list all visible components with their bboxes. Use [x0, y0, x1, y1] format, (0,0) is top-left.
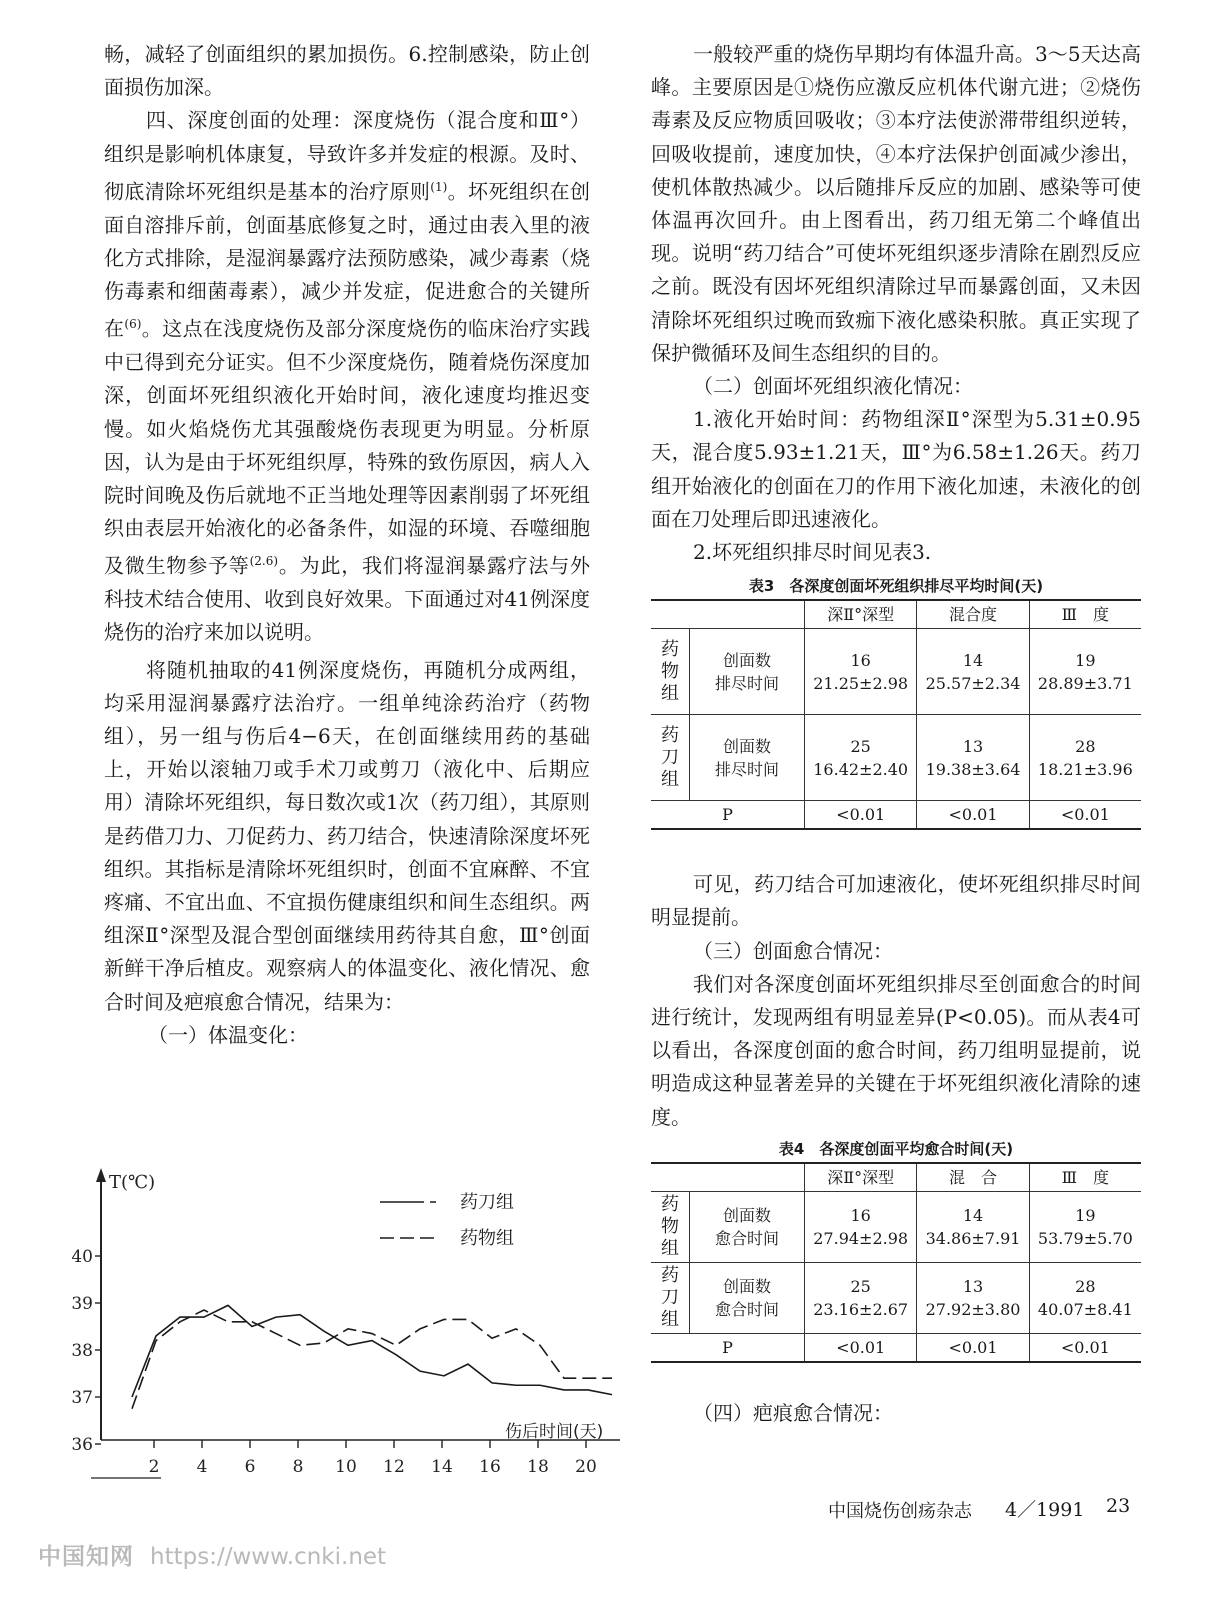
x-tick-label: 4: [196, 1457, 208, 1477]
row-label: [690, 1262, 805, 1333]
table-p-row: [651, 801, 1141, 830]
group-label-drug: [651, 1191, 690, 1262]
column-header: 混合度: [917, 600, 1029, 629]
table-header-row: [651, 1163, 1141, 1192]
table4: [651, 1162, 1141, 1363]
section-heading: （一）体温变化：: [148, 1022, 308, 1047]
group-char: 组: [661, 682, 679, 704]
row-label-count: 创面数: [722, 736, 771, 756]
cell-count: 19: [1075, 650, 1096, 670]
group-char: 刀: [661, 1286, 679, 1308]
cell-time: 18.21±3.96: [1037, 759, 1133, 779]
row-label-count: 创面数: [722, 1276, 771, 1296]
cell-time: 21.25±2.98: [813, 673, 909, 693]
page-number: 23: [1106, 1495, 1131, 1517]
section-heading: （三）创面愈合情况：: [693, 938, 893, 963]
cell-count: 14: [962, 1205, 984, 1225]
legend-label: 药物组: [460, 1228, 514, 1249]
journal-name: 中国烧伤创疡杂志: [828, 1501, 972, 1522]
group-label-drug-knife: [651, 1262, 690, 1333]
paragraph: 一般较严重的烧伤早期均有体温升高。3～5天达高峰。主要原因是①烧伤应激反应机体代谢亢进；②烧伤毒素及反应物质回吸收；③本疗法使淤滞带组织逆转，回吸收提前，速度加快，④本疗法保护创面减少渗出，使机体散热减少。以后随排斥反应的加剧、感染等可使体温再次回升。由上图看出，药刀组无第二个峰值出现。说明“药刀结合”可使坏死组织逐步清除在剧烈反应之前。既没有因坏死组织清除过早而暴露创面，又未因清除坏死组织过晚而致痂下液化感染积脓。真正实现了保护微循环及间生态组织的目的。: [651, 42, 1141, 365]
cell-count: 13: [962, 1276, 984, 1296]
chart-axes: [91, 1168, 620, 1478]
legend-label: 药刀组: [460, 1192, 514, 1213]
text-run: 。坏死组织在创面自溶排斥前，创面基底修复之时，通过由表入里的液化方式排除，是湿润暴露疗法预防感染，减少毒素（烧伤毒素和细菌毒素），减少并发症，促进愈合的关键所在: [104, 179, 591, 341]
table-cell: [1029, 1191, 1141, 1262]
cell-count: 28: [1075, 736, 1096, 756]
paragraph: 将随机抽取的41例深度烧伤，再随机分成两组，均采用湿润暴露疗法治疗。一组单纯涂药治疗（药物组），另一组与伤后4−6天，在创面继续用药的基础上，开始以滚轴刀或手术刀或剪刀（液化中、后期应用）清除坏死组织，每日数次或1次（药刀组），其原则是药借刀力、刀促药力、药刀结合，快速清除深度坏死组织。其指标是清除坏死组织时，创面不宜麻醉、不宜疼痛、不宜出血、不宜损伤健康组织和间生态组织。两组深Ⅱ°深型及混合型创面继续用药待其自愈，Ⅲ°创面新鲜干净后植皮。观察病人的体温变化、液化情况、愈合时间及疤痕愈合情况，结果为：: [104, 657, 590, 1014]
row-label: [690, 1191, 805, 1262]
x-tick-label: 12: [383, 1457, 405, 1477]
column-header: Ⅲ 度: [1029, 1163, 1141, 1192]
table-row: [651, 629, 1141, 715]
section-heading: （四）疤痕愈合情况：: [693, 1400, 893, 1425]
table-cell: [1029, 715, 1141, 801]
table-cell: [917, 1262, 1029, 1333]
table-cell: [805, 629, 917, 715]
cell-count: 16: [850, 650, 871, 670]
group-label-drug: [651, 629, 690, 715]
p-value: <0.01: [917, 1333, 1029, 1362]
chart-legend: [380, 1192, 514, 1249]
table4-caption: 表4 各深度创面平均愈合时间(天): [778, 1139, 1014, 1158]
paragraph: 畅，减轻了创面组织的累加损伤。6.控制感染，防止创面损伤加深。: [104, 42, 590, 100]
x-tick-label: 18: [527, 1457, 549, 1477]
table-corner: [651, 1163, 805, 1192]
p-value: <0.01: [917, 801, 1029, 830]
cell-time: 53.79±5.70: [1037, 1228, 1133, 1248]
watermark: [38, 1538, 386, 1571]
p-value: <0.01: [1029, 1333, 1141, 1362]
p-value: <0.01: [805, 1333, 917, 1362]
row-label-time: 愈合时间: [714, 1228, 779, 1248]
watermark-url[interactable]: https://www.cnki.net: [150, 1544, 387, 1570]
table-cell: [917, 715, 1029, 801]
row-label-time: 排尽时间: [714, 673, 779, 693]
row-label-time: 愈合时间: [714, 1299, 779, 1319]
cell-time: 25.57±2.34: [925, 673, 1021, 693]
row-label-count: 创面数: [722, 650, 771, 670]
cell-time: 16.42±2.40: [813, 759, 909, 779]
p-label: P: [651, 801, 805, 830]
cell-count: 19: [1075, 1205, 1096, 1225]
row-label-count: 创面数: [722, 1205, 771, 1225]
table-cell: [805, 1191, 917, 1262]
section-heading: （二）创面坏死组织液化情况：: [693, 374, 973, 399]
table-header-row: [651, 600, 1141, 629]
cell-count: 25: [850, 736, 871, 756]
cell-count: 16: [850, 1205, 871, 1225]
paragraph: 1.液化开始时间：药物组深Ⅱ°深型为5.31±0.95天，混合度5.93±1.21天，Ⅲ°为6.58±1.26天。药刀组开始液化的创面在刀的作用下液化加速，未液化的创面在刀处理后即迅速液化。: [651, 407, 1141, 531]
chart-ticks: [71, 1247, 596, 1477]
group-char: 药: [661, 1264, 679, 1286]
x-axis-label: 伤后时间(天): [505, 1422, 604, 1442]
x-tick-label: 8: [292, 1457, 304, 1477]
y-axis-label: T(℃): [109, 1172, 156, 1193]
text-run: 四、深度创面的处理：深度烧伤（混合度和Ⅲ°）组织是影响机体康复，导致许多并发症的根源。及时、彻底清除坏死组织是基本的治疗原则: [104, 108, 590, 204]
series-line-drug-knife: [132, 1305, 612, 1397]
group-char: 药: [661, 1193, 679, 1215]
table-row: [651, 1191, 1141, 1262]
y-tick-label: 38: [71, 1341, 93, 1361]
table-cell: [917, 1191, 1029, 1262]
column-header: Ⅲ 度: [1029, 600, 1141, 629]
cell-count: 25: [850, 1276, 871, 1296]
group-char: 刀: [661, 746, 679, 768]
x-tick-label: 14: [431, 1457, 453, 1477]
p-label: P: [651, 1333, 805, 1362]
y-axis-arrow: [96, 1168, 106, 1182]
cell-count: 13: [962, 736, 984, 756]
column-header: 混 合: [917, 1163, 1029, 1192]
group-char: 物: [661, 660, 679, 682]
right-column: [651, 38, 1141, 1430]
paragraph: 我们对各深度创面坏死组织排尽至创面愈合的时间进行统计，发现两组有明显差异(P<0.05)。而从表4可以看出，各深度创面的愈合时间，药刀组明显提前，说明造成这种显著差异的关键在于坏死组织液化清除的速度。: [651, 971, 1141, 1129]
cell-time: 34.86±7.91: [925, 1228, 1021, 1248]
x-tick-label: 6: [244, 1457, 256, 1477]
y-tick-label: 40: [71, 1247, 93, 1267]
group-char: 组: [661, 1308, 679, 1330]
citation-ref: (2.6): [249, 554, 279, 569]
group-char: 药: [661, 724, 679, 746]
group-char: 组: [661, 768, 679, 790]
row-label: [690, 629, 805, 715]
table-row: [651, 715, 1141, 801]
table3: [651, 599, 1141, 830]
table-cell: [917, 629, 1029, 715]
table-cell: [805, 1262, 917, 1333]
citation-ref: (6): [124, 317, 142, 332]
table-p-row: [651, 1333, 1141, 1362]
cell-count: 28: [1075, 1276, 1096, 1296]
x-tick-label: 20: [575, 1457, 597, 1477]
text-run: 。这点在浅度烧伤及部分深度烧伤的临床治疗实践中已得到充分证实。但不少深度烧伤，随着烧伤深度加深，创面坏死组织液化开始时间，液化速度均推迟变慢。如火焰烧伤尤其强酸烧伤表现更为明显。分析原因，认为是由于坏死组织厚，特殊的致伤原因，病人入院时间晚及伤后就地不正当地处理等因素削弱了坏死组织由表层开始液化的必备条件，如湿的环境、吞噬细胞及微生物参予等: [104, 316, 591, 579]
column-header: 深Ⅱ°深型: [805, 600, 917, 629]
cell-time: 23.16±2.67: [813, 1299, 909, 1319]
table-cell: [805, 715, 917, 801]
table-corner: [651, 600, 805, 629]
issue-number: 4／1991: [1005, 1499, 1085, 1521]
table-cell: [1029, 629, 1141, 715]
paragraph: 2.坏死组织排尽时间见表3.: [693, 540, 932, 565]
row-label-time: 排尽时间: [714, 759, 779, 779]
cell-time: 28.89±3.71: [1037, 673, 1133, 693]
y-tick-label: 36: [71, 1435, 93, 1455]
group-char: 物: [661, 1215, 679, 1237]
chart-series: [132, 1305, 612, 1408]
column-header: 深Ⅱ°深型: [805, 1163, 917, 1192]
citation-ref: (1): [430, 179, 448, 194]
group-char: 药: [661, 638, 679, 660]
group-char: 组: [661, 1237, 679, 1259]
group-label-drug-knife: [651, 715, 690, 801]
x-tick-label: 16: [479, 1457, 501, 1477]
y-tick-label: 37: [71, 1388, 93, 1408]
table-cell: [1029, 1262, 1141, 1333]
left-column: [104, 38, 590, 1052]
p-value: <0.01: [805, 801, 917, 830]
cell-time: 40.07±8.41: [1037, 1299, 1133, 1319]
row-label: [690, 715, 805, 801]
text-run: 。为此，我们将湿润暴露疗法与外科技术结合使用、收到良好效果。下面通过对41例深度烧伤的治疗来加以说明。: [104, 554, 591, 645]
section-four-paragraph: [104, 104, 590, 649]
x-tick-label: 10: [335, 1457, 357, 1477]
cell-time: 27.94±2.98: [813, 1228, 909, 1248]
watermark-name: 中国知网: [38, 1544, 134, 1570]
cell-time: 19.38±3.64: [925, 759, 1021, 779]
temperature-line-chart: [60, 1160, 640, 1495]
series-line-drug: [132, 1310, 612, 1409]
x-tick-label: 2: [148, 1457, 160, 1477]
cell-count: 14: [962, 650, 984, 670]
cell-time: 27.92±3.80: [925, 1299, 1021, 1319]
table3-caption: 表3 各深度创面坏死组织排尽平均时间(天): [748, 577, 1044, 596]
y-tick-label: 39: [71, 1294, 93, 1314]
table-row: [651, 1262, 1141, 1333]
paragraph: 可见，药刀结合可加速液化，使坏死组织排尽时间明显提前。: [651, 872, 1141, 930]
p-value: <0.01: [1029, 801, 1141, 830]
